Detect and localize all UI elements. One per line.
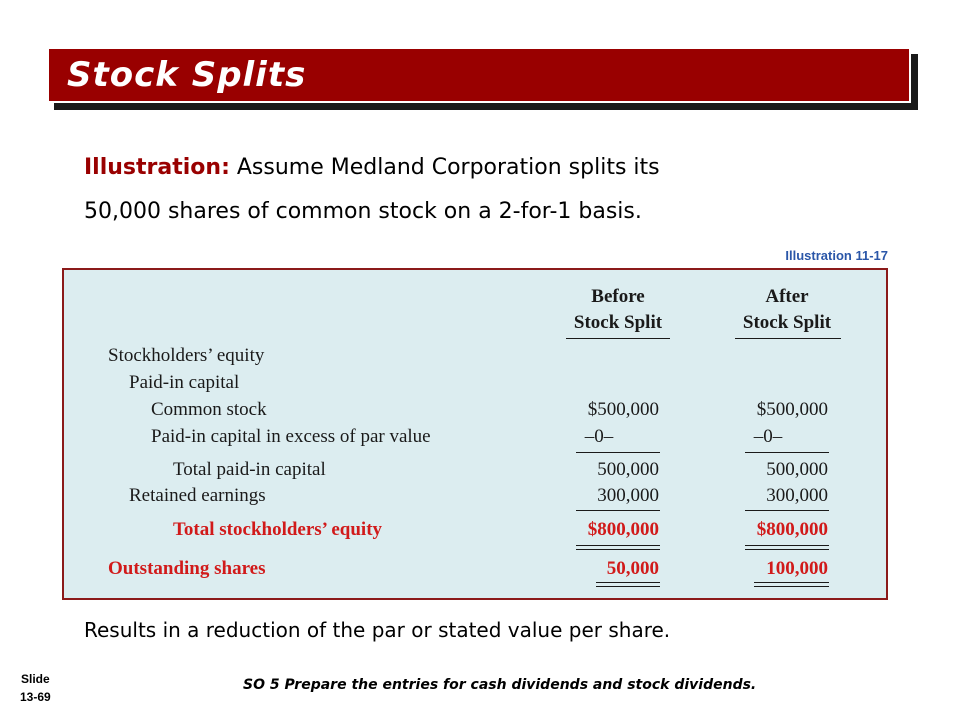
before-excess-par: –0–: [584, 426, 614, 447]
row-label-outstanding-shares: Outstanding shares: [108, 558, 266, 579]
slide-id: 13-69: [20, 690, 51, 704]
header-before-line-1: Before: [591, 286, 645, 307]
row-label-paid-in-capital: Paid-in capital: [129, 372, 240, 393]
header-after-line-1: After: [765, 286, 809, 307]
intro-lead: Illustration:: [84, 155, 230, 180]
illustration-label: Illustration 11-17: [785, 248, 888, 263]
header-after-line-2: Stock Split: [742, 312, 832, 333]
before-double-underline-a: [576, 545, 660, 546]
slide-label: Slide: [21, 672, 50, 686]
after-double-underline-a: [745, 545, 829, 546]
header-after: [727, 284, 847, 336]
before-common-stock: $500,000: [587, 399, 659, 420]
after-shares-underline-a: [754, 582, 829, 583]
intro-line-1: [84, 146, 844, 190]
equity-table: [62, 268, 888, 600]
after-common-stock: $500,000: [756, 399, 828, 420]
after-underline-2: [745, 510, 829, 511]
row-label-retained-earnings: Retained earnings: [129, 485, 266, 506]
intro-line-1-rest: Assume Medland Corporation splits its: [229, 155, 660, 180]
row-label-total-equity: Total stockholders’ equity: [173, 519, 383, 540]
before-double-underline-b: [576, 549, 660, 550]
before-shares-underline-a: [596, 582, 660, 583]
before-retained-earnings: 300,000: [597, 485, 659, 506]
before-total-equity: $800,000: [587, 519, 659, 540]
after-shares-underline-b: [754, 586, 829, 587]
after-double-underline-b: [745, 549, 829, 550]
header-before: [558, 284, 678, 336]
intro-line-2: 50,000 shares of common stock on a 2-for-1 basis.: [84, 199, 642, 224]
row-label-stockholders-equity: Stockholders’ equity: [108, 345, 265, 366]
intro-text: [84, 146, 844, 234]
before-total-paid-in: 500,000: [597, 459, 659, 480]
after-total-equity: $800,000: [756, 519, 828, 540]
after-retained-earnings: 300,000: [766, 485, 828, 506]
before-underline-2: [576, 510, 660, 511]
after-outstanding-shares: 100,000: [766, 558, 828, 579]
row-label-total-paid-in: Total paid-in capital: [173, 459, 326, 480]
after-excess-par: –0–: [753, 426, 783, 447]
row-label-excess-par: Paid-in capital in excess of par value: [151, 426, 431, 447]
slide-number: [20, 670, 51, 706]
row-label-common-stock: Common stock: [151, 399, 267, 420]
header-before-rule: [566, 338, 670, 339]
result-text: Results in a reduction of the par or stated value per share.: [84, 618, 671, 642]
header-after-rule: [735, 338, 841, 339]
before-shares-underline-b: [596, 586, 660, 587]
study-objective: SO 5 Prepare the entries for cash dividends and stock dividends.: [243, 677, 757, 693]
after-underline-1: [745, 452, 829, 453]
title-banner: [47, 47, 911, 103]
before-outstanding-shares: 50,000: [606, 558, 659, 579]
slide-title: Stock Splits: [67, 55, 307, 95]
after-total-paid-in: 500,000: [766, 459, 828, 480]
before-underline-1: [576, 452, 660, 453]
header-before-line-2: Stock Split: [573, 312, 663, 333]
